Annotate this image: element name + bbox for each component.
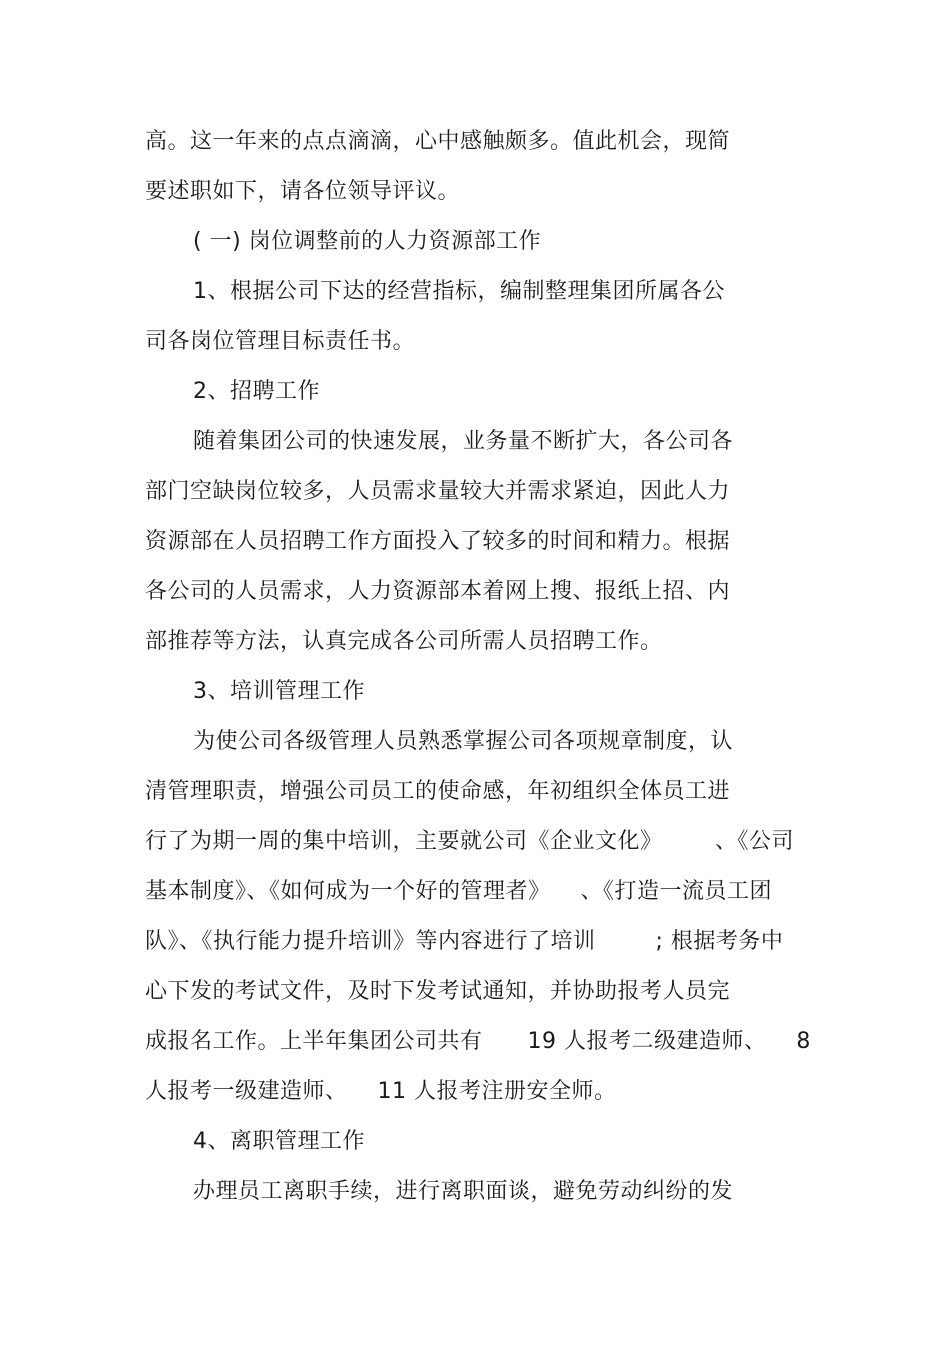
paragraph-line: 司各岗位管理目标责任书。 (145, 329, 416, 354)
section-heading: ( 一) 岗位调整前的人力资源部工作 (193, 229, 542, 254)
paragraph-line: 清管理职责，增强公司员工的使命感，年初组织全体员工进 (145, 779, 731, 804)
paragraph-line: 部门空缺岗位较多，人员需求量较大并需求紧迫，因此人力 (145, 479, 731, 504)
paragraph-line: 办理员工离职手续，进行离职面谈，避免劳动纠纷的发 (193, 1179, 734, 1204)
subsection-heading: 4、离职管理工作 (193, 1129, 365, 1154)
paragraph-line: 队》、《执行能力提升培训》等内容进行了培训 ; 根据考务中 (145, 929, 784, 954)
paragraph-line: 心下发的考试文件，及时下发考试通知，并协助报考人员完 (145, 979, 731, 1004)
subsection-heading: 2、招聘工作 (193, 379, 320, 404)
paragraph-line: 要述职如下，请各位领导评议。 (145, 179, 461, 204)
subsection-heading: 3、培训管理工作 (193, 679, 365, 704)
paragraph-line: 随着集团公司的快速发展，业务量不断扩大，各公司各 (193, 429, 734, 454)
paragraph-line: 资源部在人员招聘工作方面投入了较多的时间和精力。根据 (145, 529, 731, 554)
paragraph-line: 1、根据公司下达的经营指标，编制整理集团所属各公 (193, 279, 725, 304)
paragraph-line: 部推荐等方法，认真完成各公司所需人员招聘工作。 (145, 629, 663, 654)
paragraph-line: 基本制度》、《如何成为一个好的管理者》 、《打造一流员工团 (145, 879, 772, 904)
paragraph-line: 各公司的人员需求，人力资源部本着网上搜、报纸上招、内 (145, 579, 731, 604)
paragraph-line: 行了为期一周的集中培训，主要就公司《企业文化》 、《公司 (145, 829, 794, 854)
paragraph-line: 人报考一级建造师、 11 人报考注册安全师。 (145, 1079, 617, 1104)
paragraph-line: 为使公司各级管理人员熟悉掌握公司各项规章制度，认 (193, 729, 734, 754)
paragraph-line: 成报名工作。上半年集团公司共有 19 人报考二级建造师、 8 (145, 1029, 811, 1054)
paragraph-line: 高。这一年来的点点滴滴，心中感触颇多。值此机会，现简 (145, 129, 731, 154)
